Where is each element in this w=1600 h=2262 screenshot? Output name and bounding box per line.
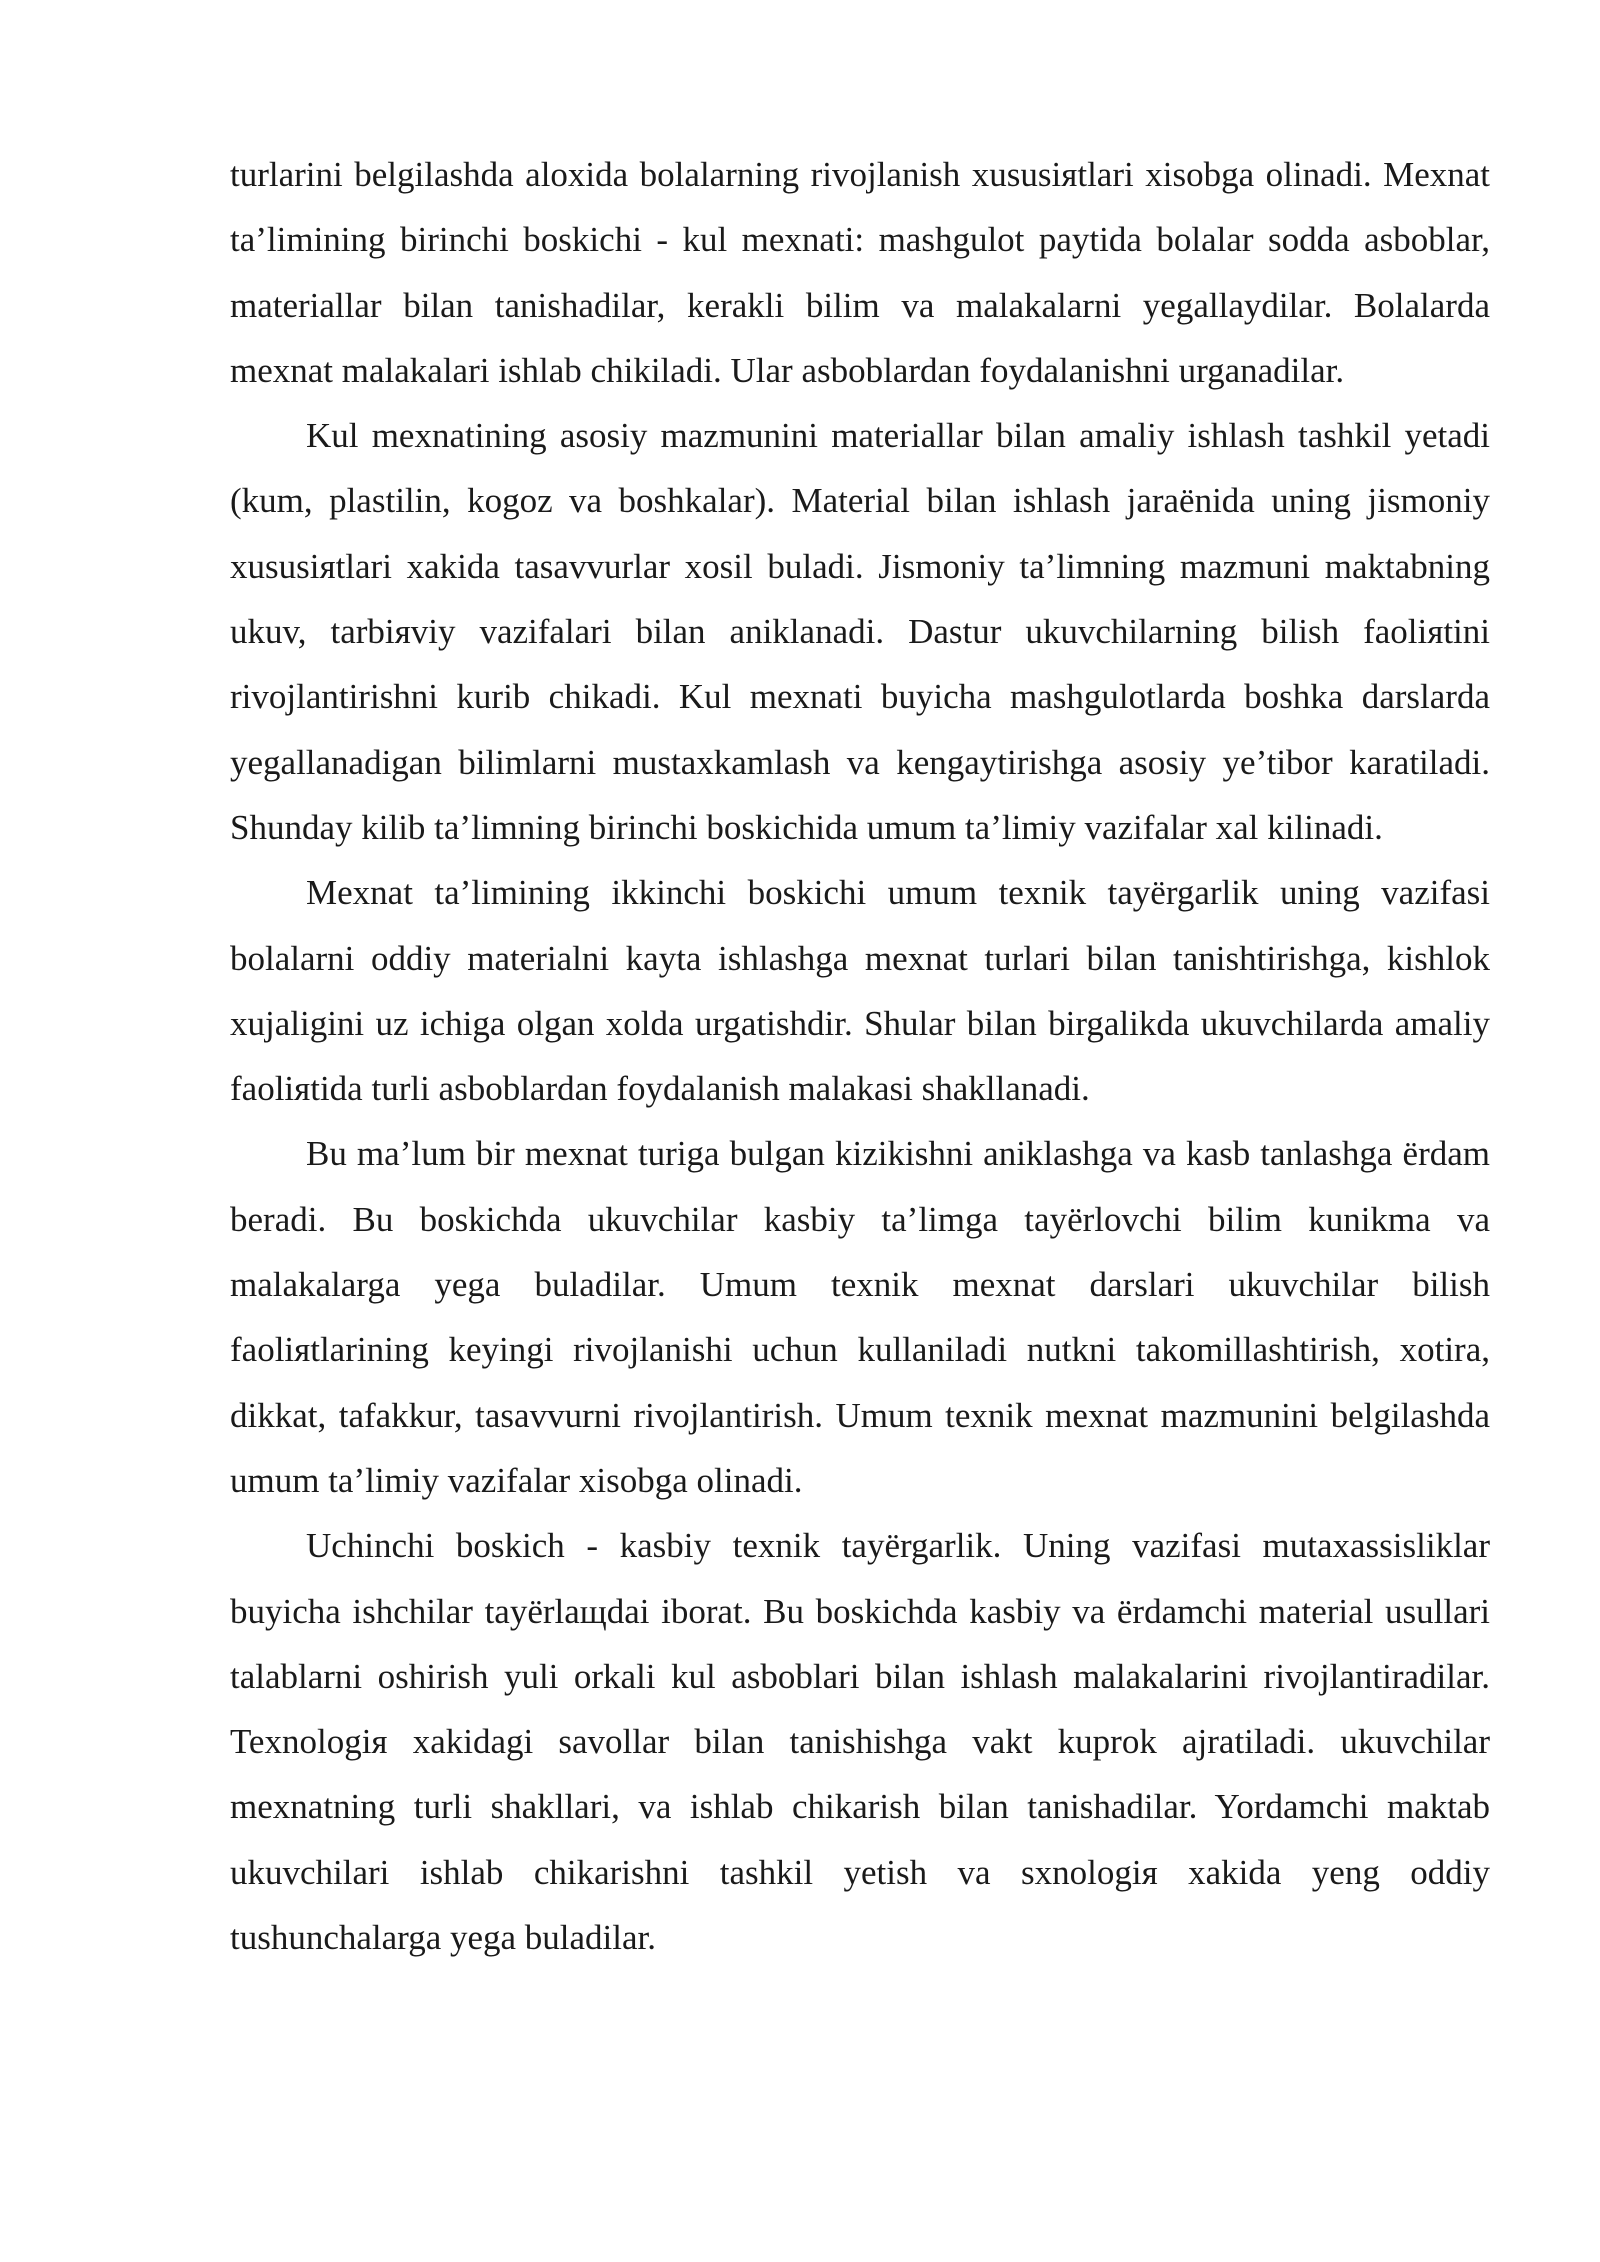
paragraph-3: Mexnat ta’limining ikkinchi boskichi umum texnik tayёrgarlik uning vazifasi bolalarni oddiy materialni kayta ishlashga mexnat turlari bilan tanishtirishga, kishlok xujaligini uz ichiga olgan xolda urgatishdir. Shular bilan birgalikda ukuvchilarda amaliy faoliяtida turli asboblardan foydalanish malakasi shakllanadi. (230, 873, 1490, 1109)
paragraph-5: Uchinchi boskich - kasbiy texnik tayёrgarlik. Uning vazifasi mutaxassisliklar buyicha ishchilar tayёrlaщdai iborat. Bu boskichda kasbiy va ёrdamchi material usullari talablarni oshirish yuli orkali kul asboblari bilan ishlash malakalarini rivojlantiradilar. Texnologiя xakidagi savollar bilan tanishishga vakt kuprok ajratiladi. ukuvchilar mexnatning turli shakllari, va ishlab chikarish bilan tanishadilar. Yordamchi maktab ukuvchilari ishlab chikarishni tashkil yetish va sxnologiя xakida yeng oddiy tushunchalarga yega buladilar. (230, 1526, 1490, 1958)
document-body (230, 142, 1490, 1970)
paragraph-4: Bu ma’lum bir mexnat turiga bulgan kizikishni aniklashga va kasb tanlashga ёrdam beradi. Bu boskichda ukuvchilar kasbiy ta’limga tayёrlovchi bilim kunikma va malakalarga yega buladilar. Umum texnik mexnat darslari ukuvchilar bilish faoliяtlarining keyingi rivojlanishi uchun kullaniladi nutkni takomillashtirish, xotira, dikkat, tafakkur, tasavvurni rivojlantirish. Umum texnik mexnat mazmunini belgilashda umum ta’limiy vazifalar xisobga olinadi. (230, 1134, 1490, 1500)
paragraph-1: turlarini belgilashda aloxida bolalarning rivojlanish xususiяtlari xisobga olinadi. Mexnat ta’limining birinchi boskichi - kul mexnati: mashgulot paytida bolalar sodda asboblar, materiallar bilan tanishadilar, kerakli bilim va malakalarni yegallaydilar. Bolalarda mexnat malakalari ishlab chikiladi. Ular asboblardan foydalanishni urganadilar. (230, 155, 1490, 390)
paragraph-2: Kul mexnatining asosiy mazmunini materiallar bilan amaliy ishlash tashkil yetadi (kum, plastilin, kogoz va boshkalar). Material bilan ishlash jaraёnida uning jismoniy xususiяtlari xakida tasavvurlar xosil buladi. Jismoniy ta’limning mazmuni maktabning ukuv, tarbiяviy vazifalari bilan aniklanadi. Dastur ukuvchilarning bilish faoliяtini rivojlantirishni kurib chikadi. Kul mexnati buyicha mashgulotlarda boshka darslarda yegallanadigan bilimlarni mustaxkamlash va kengaytirishga asosiy ye’tibor karatiladi. Shunday kilib ta’limning birinchi boskichida umum ta’limiy vazifalar xal kilinadi. (230, 416, 1490, 847)
